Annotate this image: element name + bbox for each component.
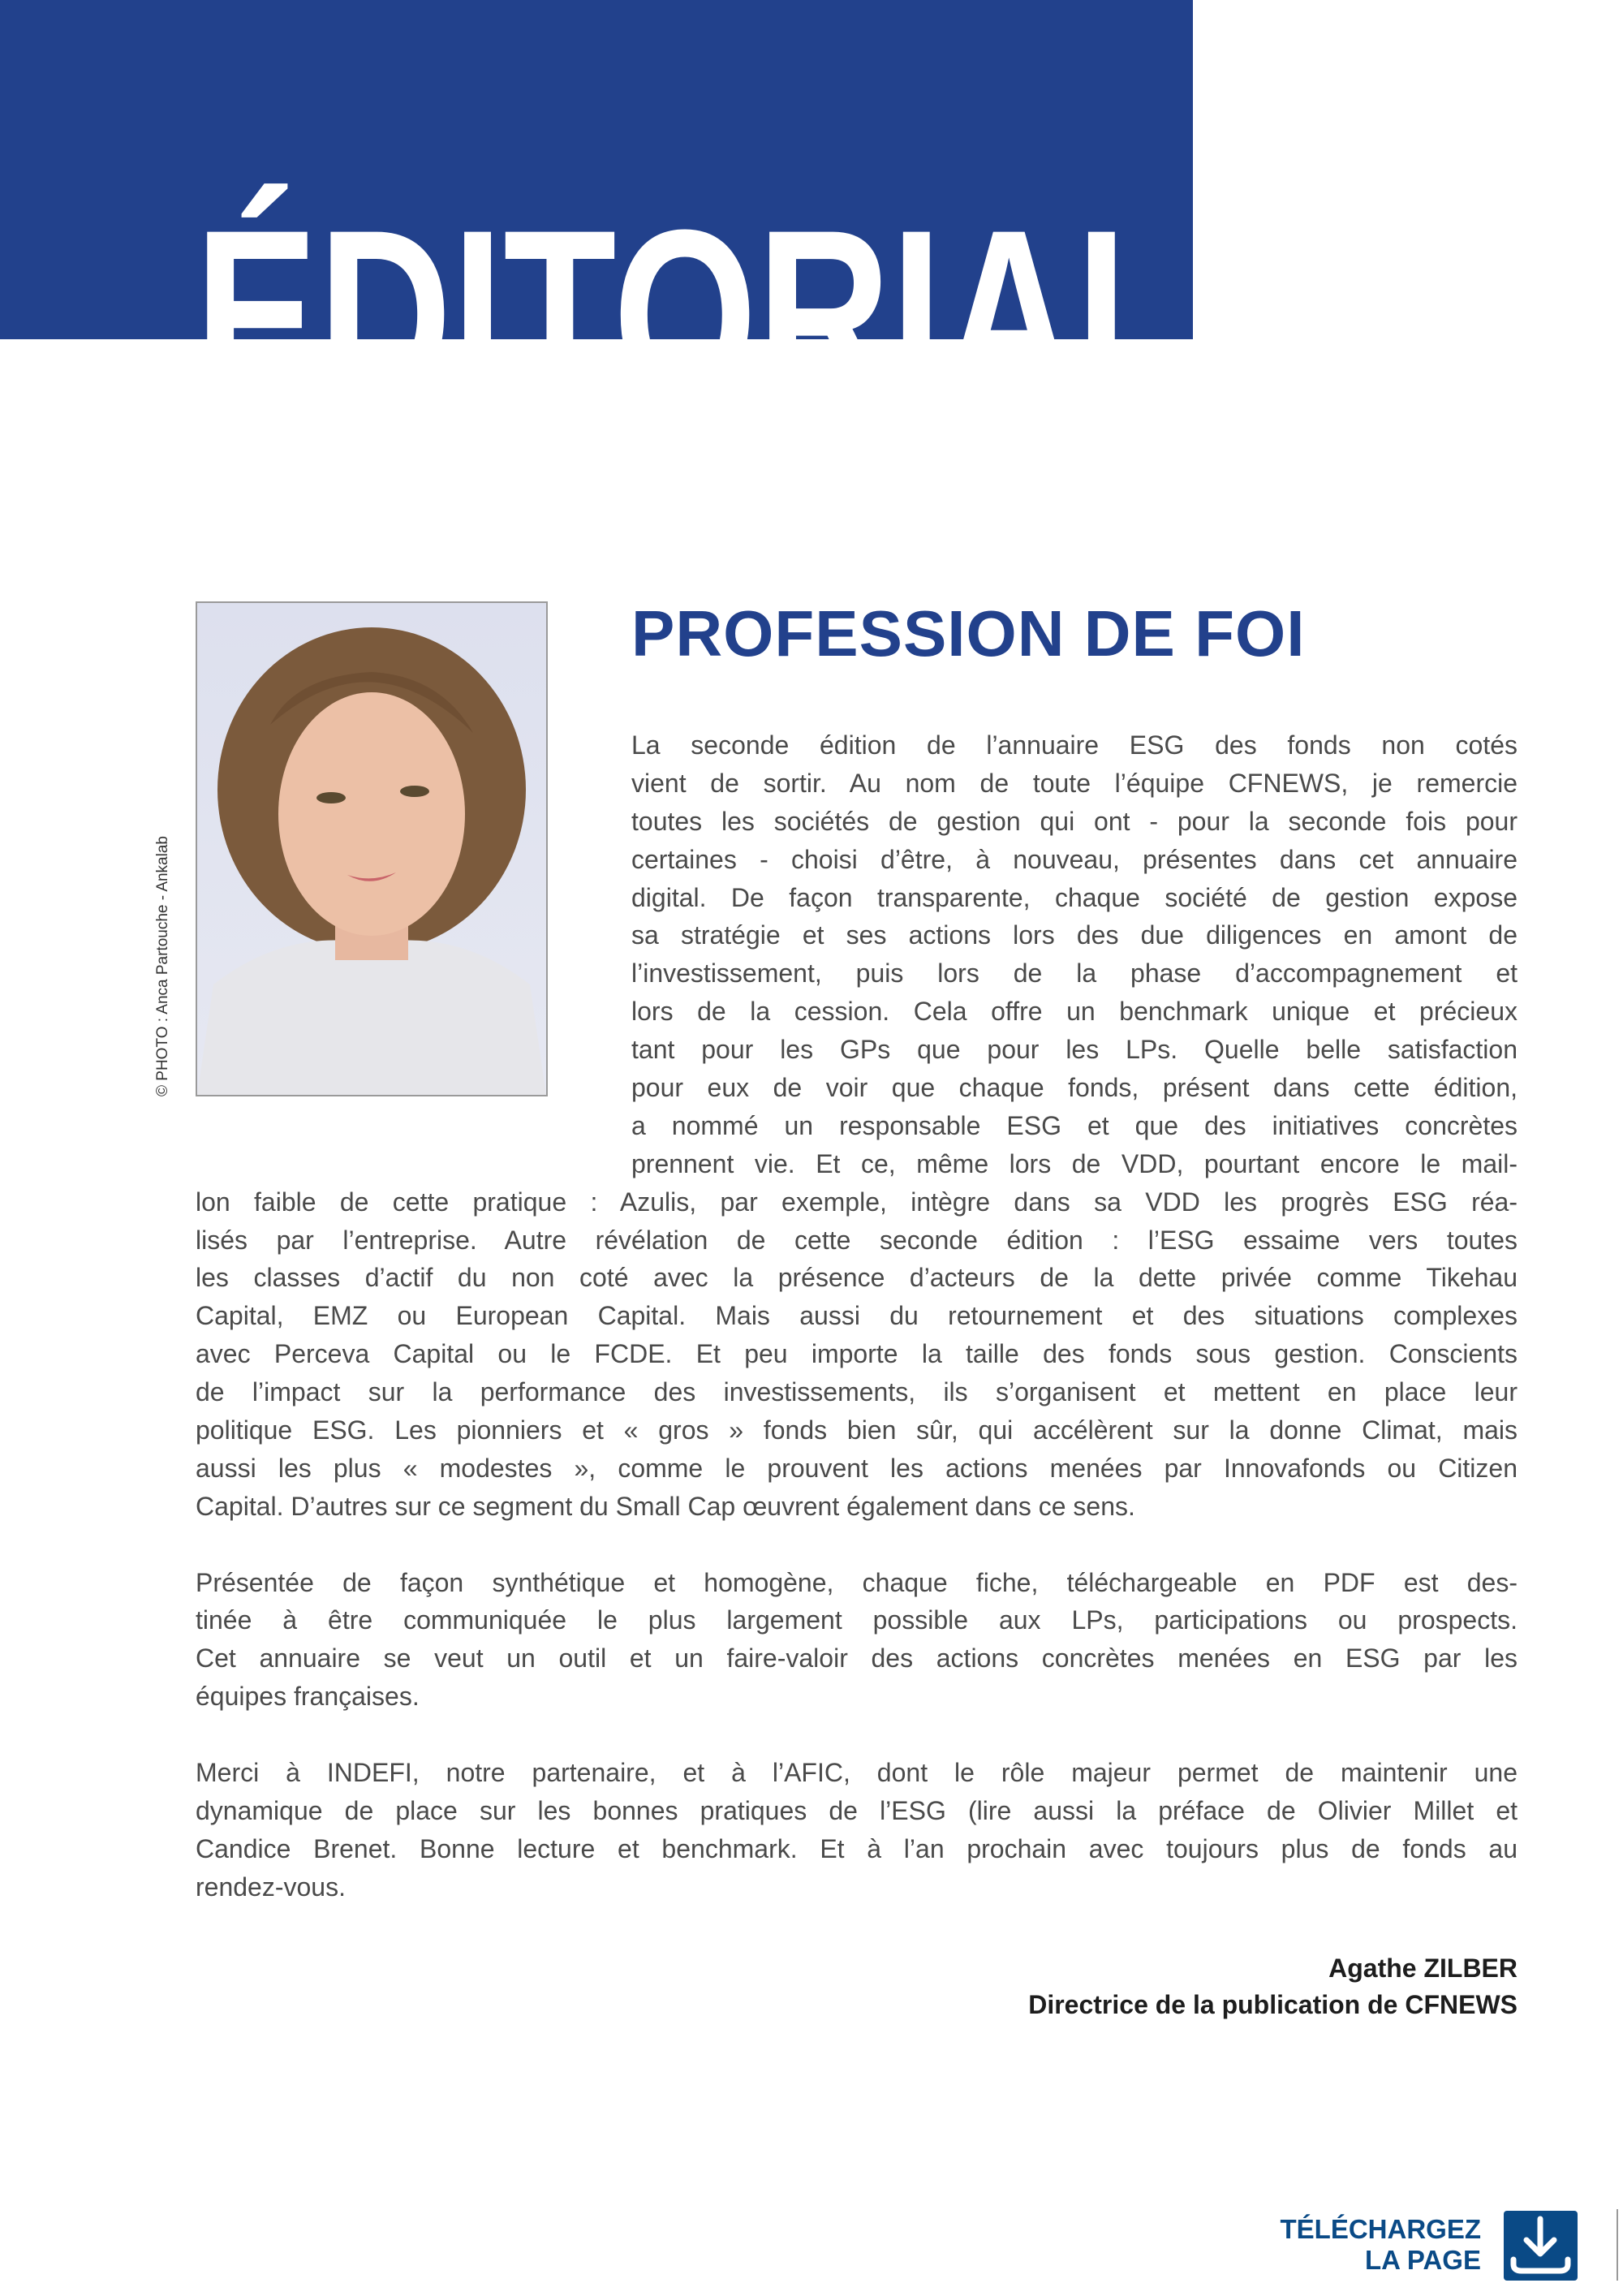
text-line: politique ESG. Les pionniers et « gros » fonds bien sûr, qui accélèrent sur la donne Climat, mais <box>196 1415 1518 1445</box>
text-line: rendez-vous. <box>196 1872 346 1902</box>
text-line: toutes les sociétés de gestion qui ont - pour la seconde fois pour <box>631 806 1518 836</box>
text-line: vient de sortir. Au nom de toute l’équipe CFNEWS, je remercie <box>631 768 1518 798</box>
page-title-text: ÉDITORIAL <box>195 179 1189 451</box>
text-line: La seconde édition de l’annuaire ESG des fonds non cotés <box>631 730 1518 760</box>
signature-name: Agathe ZILBER <box>1328 1954 1518 1983</box>
page-title <box>0 0 1623 487</box>
signature <box>1028 1950 1518 2023</box>
text-line: a nommé un responsable ESG et que des initiatives concrètes <box>631 1110 1518 1140</box>
text-line: digital. De façon transparente, chaque société de gestion expose <box>631 882 1518 912</box>
download-page-link[interactable] <box>1281 2214 1482 2276</box>
text-line: Capital, EMZ ou European Capital. Mais aussi du retournement et des situations complexes <box>196 1301 1518 1331</box>
text-line: l’investissement, puis lors de la phase d’accompagnement et <box>631 958 1518 989</box>
download-icon[interactable] <box>1504 2211 1578 2281</box>
divider <box>1617 2209 1618 2281</box>
text-line: sa stratégie et ses actions lors des due diligences en amont de <box>631 920 1518 950</box>
text-line: lon faible de cette pratique : Azulis, par exemple, intègre dans sa VDD les progrès ESG réa- <box>196 1187 1518 1217</box>
signature-role: Directrice de la publication de CFNEWS <box>1028 1990 1518 2019</box>
text-line: lors de la cession. Cela offre un benchmark unique et précieux <box>631 997 1518 1027</box>
text-line: Capital. D’autres sur ce segment du Small Cap œuvrent également dans ce sens. <box>196 1491 1135 1521</box>
text-line: tant pour les GPs que pour les LPs. Quelle belle satisfaction <box>631 1035 1518 1065</box>
text-line: Candice Brenet. Bonne lecture et benchmark. Et à l’an prochain avec toujours plus de fonds au <box>196 1833 1518 1863</box>
text-line: Merci à INDEFI, notre partenaire, et à l’AFIC, dont le rôle majeur permet de maintenir une <box>196 1758 1518 1788</box>
text-line: lisés par l’entreprise. Autre révélation de cette seconde édition : l’ESG essaime vers toutes <box>196 1225 1518 1255</box>
download-label-line1: TÉLÉCHARGEZ <box>1280 2214 1481 2244</box>
text-line: avec Perceva Capital ou le FCDE. Et peu importe la taille des fonds sous gestion. Conscients <box>196 1339 1518 1369</box>
photo-credit: © PHOTO : Anca Partouche - Ankalab <box>154 836 171 1096</box>
text-line: Présentée de façon synthétique et homogène, chaque fiche, téléchargeable en PDF est des- <box>196 1567 1518 1597</box>
text-line: Cet annuaire se veut un outil et un faire-valoir des actions concrètes menées en ESG par les <box>196 1643 1518 1674</box>
text-line: de l’impact sur la performance des investissements, ils s’organisent et mettent en place leur <box>196 1377 1518 1407</box>
article-body <box>196 726 1518 1906</box>
text-line: prennent vie. Et ce, même lors de VDD, pourtant encore le mail- <box>631 1148 1518 1178</box>
text-line: pour eux de voir que chaque fonds, présent dans cette édition, <box>631 1073 1518 1103</box>
text-line: dynamique de place sur les bonnes pratiques de l’ESG (lire aussi la préface de Olivier Millet et <box>196 1795 1518 1825</box>
text-line: équipes françaises. <box>196 1682 420 1712</box>
text-line: certaines - choisi d’être, à nouveau, présentes dans cet annuaire <box>631 844 1518 874</box>
article-heading: PROFESSION DE FOI <box>631 597 1306 670</box>
text-line: tinée à être communiquée le plus largement possible aux LPs, participations ou prospects. <box>196 1605 1518 1635</box>
download-label-line2: LA PAGE <box>1364 2245 1481 2275</box>
text-line: les classes d’actif du non coté avec la présence d’acteurs de la dette privée comme Tikehau <box>196 1263 1518 1293</box>
text-line: aussi les plus « modestes », comme le prouvent les actions menées par Innovafonds ou Citizen <box>196 1453 1518 1483</box>
